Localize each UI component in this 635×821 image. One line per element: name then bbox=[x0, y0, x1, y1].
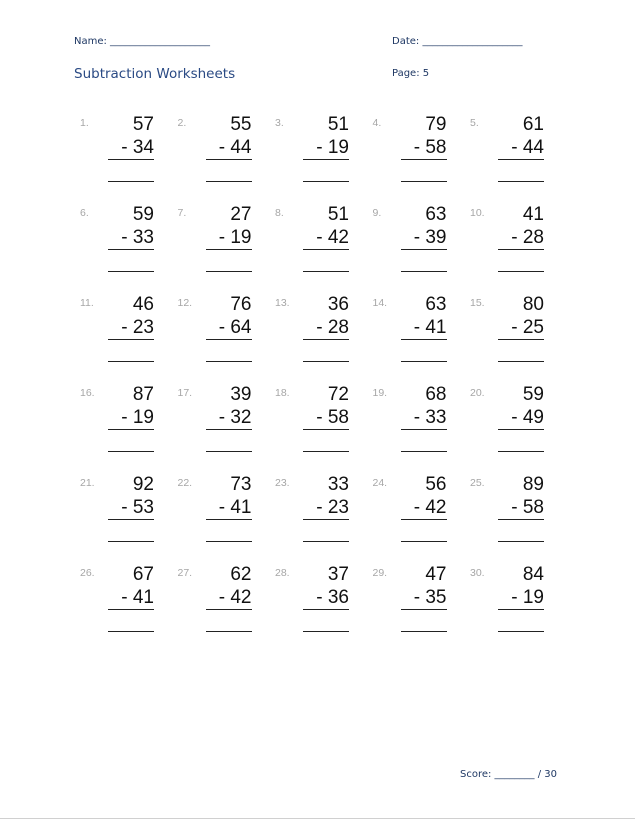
subtrahend: - 28 bbox=[303, 316, 349, 340]
subtraction-problem bbox=[275, 203, 373, 293]
problem-number: 29. bbox=[372, 567, 388, 579]
subtraction-problem bbox=[80, 563, 178, 653]
minuend: 72 bbox=[327, 384, 349, 405]
subtrahend: - 44 bbox=[498, 136, 544, 160]
subtraction-problem bbox=[470, 563, 568, 653]
answer-line bbox=[303, 631, 349, 632]
problem-operands bbox=[108, 473, 154, 520]
problem-number: 19. bbox=[372, 387, 388, 399]
subtraction-problem bbox=[373, 473, 471, 563]
minuend: 55 bbox=[230, 114, 252, 135]
answer-line bbox=[303, 361, 349, 362]
answer-line bbox=[108, 451, 154, 452]
problem-number: 16. bbox=[80, 387, 95, 399]
minuend: 73 bbox=[230, 474, 252, 495]
problem-grid bbox=[80, 113, 550, 653]
subtraction-problem bbox=[80, 293, 178, 383]
subtraction-problem bbox=[373, 113, 471, 203]
problem-operands bbox=[108, 383, 154, 430]
subtrahend: - 19 bbox=[498, 586, 544, 610]
problem-number: 12. bbox=[177, 297, 193, 309]
minuend: 92 bbox=[132, 474, 154, 495]
problem-operands bbox=[108, 293, 154, 340]
subtraction-problem bbox=[178, 113, 276, 203]
problem-operands bbox=[303, 383, 349, 430]
problem-number: 3. bbox=[275, 117, 284, 129]
subtraction-problem bbox=[178, 203, 276, 293]
page-number-label: Page: 5 bbox=[392, 68, 430, 79]
page-bottom-divider bbox=[0, 818, 635, 819]
answer-line bbox=[206, 181, 252, 182]
subtrahend: - 34 bbox=[108, 136, 154, 160]
name-field-label: Name: ____________________ bbox=[74, 36, 211, 47]
minuend: 57 bbox=[132, 114, 154, 135]
minuend: 59 bbox=[522, 384, 544, 405]
minuend: 27 bbox=[230, 204, 252, 225]
subtraction-problem bbox=[178, 383, 276, 473]
subtraction-problem bbox=[470, 473, 568, 563]
problem-number: 30. bbox=[470, 567, 485, 579]
minuend: 87 bbox=[132, 384, 154, 405]
answer-line bbox=[401, 631, 447, 632]
problem-number: 20. bbox=[470, 387, 485, 399]
subtrahend: - 49 bbox=[498, 406, 544, 430]
subtraction-problem bbox=[275, 113, 373, 203]
minuend: 61 bbox=[522, 114, 544, 135]
minuend: 67 bbox=[132, 564, 154, 585]
subtraction-problem bbox=[178, 563, 276, 653]
subtraction-problem bbox=[178, 473, 276, 563]
subtrahend: - 42 bbox=[401, 496, 447, 520]
answer-line bbox=[498, 631, 544, 632]
minuend: 63 bbox=[425, 294, 447, 315]
problem-number: 18. bbox=[275, 387, 290, 399]
problem-number: 21. bbox=[80, 477, 95, 489]
problem-number: 11. bbox=[80, 297, 94, 309]
subtraction-problem bbox=[275, 383, 373, 473]
problem-operands bbox=[303, 563, 349, 610]
subtrahend: - 58 bbox=[401, 136, 447, 160]
subtrahend: - 32 bbox=[206, 406, 252, 430]
problem-operands bbox=[401, 563, 447, 610]
answer-line bbox=[303, 451, 349, 452]
subtrahend: - 33 bbox=[401, 406, 447, 430]
subtrahend: - 33 bbox=[108, 226, 154, 250]
problem-operands bbox=[303, 293, 349, 340]
problem-number: 4. bbox=[372, 117, 382, 129]
minuend: 39 bbox=[230, 384, 252, 405]
subtraction-problem bbox=[80, 203, 178, 293]
problem-number: 10. bbox=[470, 207, 485, 219]
problem-operands bbox=[498, 383, 544, 430]
worksheet-title: Subtraction Worksheets bbox=[74, 66, 236, 82]
problem-operands bbox=[401, 113, 447, 160]
problem-number: 23. bbox=[275, 477, 290, 489]
problem-operands bbox=[498, 473, 544, 520]
subtraction-problem bbox=[80, 473, 178, 563]
subtrahend: - 53 bbox=[108, 496, 154, 520]
minuend: 76 bbox=[230, 294, 252, 315]
problem-operands bbox=[108, 203, 154, 250]
problem-operands bbox=[401, 383, 447, 430]
problem-operands bbox=[206, 473, 252, 520]
subtrahend: - 36 bbox=[303, 586, 349, 610]
subtrahend: - 58 bbox=[303, 406, 349, 430]
subtraction-problem bbox=[178, 293, 276, 383]
problem-number: 14. bbox=[372, 297, 388, 309]
answer-line bbox=[108, 181, 154, 182]
minuend: 51 bbox=[327, 204, 349, 225]
minuend: 41 bbox=[522, 204, 544, 225]
subtraction-problem bbox=[275, 473, 373, 563]
subtrahend: - 19 bbox=[303, 136, 349, 160]
subtrahend: - 44 bbox=[206, 136, 252, 160]
problem-operands bbox=[303, 203, 349, 250]
minuend: 33 bbox=[327, 474, 349, 495]
minuend: 79 bbox=[425, 114, 447, 135]
subtrahend: - 19 bbox=[206, 226, 252, 250]
subtrahend: - 39 bbox=[401, 226, 447, 250]
problem-operands bbox=[108, 113, 154, 160]
answer-line bbox=[401, 271, 447, 272]
answer-line bbox=[206, 361, 252, 362]
answer-line bbox=[303, 271, 349, 272]
problem-number: 26. bbox=[80, 567, 95, 579]
subtrahend: - 58 bbox=[498, 496, 544, 520]
subtraction-problem bbox=[373, 293, 471, 383]
subtrahend: - 28 bbox=[498, 226, 544, 250]
minuend: 68 bbox=[425, 384, 447, 405]
answer-line bbox=[401, 181, 447, 182]
problem-number: 17. bbox=[177, 387, 193, 399]
answer-line bbox=[401, 451, 447, 452]
problem-number: 6. bbox=[80, 207, 89, 219]
problem-operands bbox=[498, 113, 544, 160]
problem-number: 2. bbox=[177, 117, 187, 129]
minuend: 37 bbox=[327, 564, 349, 585]
subtraction-problem bbox=[373, 563, 471, 653]
problem-operands bbox=[303, 113, 349, 160]
minuend: 62 bbox=[230, 564, 252, 585]
subtrahend: - 23 bbox=[303, 496, 349, 520]
answer-line bbox=[498, 181, 544, 182]
subtrahend: - 23 bbox=[108, 316, 154, 340]
problem-number: 24. bbox=[372, 477, 388, 489]
subtraction-problem bbox=[275, 563, 373, 653]
problem-number: 13. bbox=[275, 297, 290, 309]
answer-line bbox=[108, 541, 154, 542]
minuend: 47 bbox=[425, 564, 447, 585]
subtraction-problem bbox=[470, 113, 568, 203]
answer-line bbox=[498, 541, 544, 542]
subtraction-problem bbox=[275, 293, 373, 383]
answer-line bbox=[206, 541, 252, 542]
subtraction-problem bbox=[80, 113, 178, 203]
subtrahend: - 35 bbox=[401, 586, 447, 610]
problem-operands bbox=[498, 563, 544, 610]
answer-line bbox=[108, 361, 154, 362]
problem-operands bbox=[401, 293, 447, 340]
problem-number: 7. bbox=[177, 207, 187, 219]
subtrahend: - 41 bbox=[108, 586, 154, 610]
problem-operands bbox=[206, 113, 252, 160]
subtrahend: - 41 bbox=[206, 496, 252, 520]
date-field-label: Date: ____________________ bbox=[392, 36, 523, 47]
problem-operands bbox=[206, 563, 252, 610]
problem-number: 8. bbox=[275, 207, 284, 219]
problem-number: 28. bbox=[275, 567, 290, 579]
problem-number: 25. bbox=[470, 477, 485, 489]
problem-number: 5. bbox=[470, 117, 479, 129]
minuend: 84 bbox=[522, 564, 544, 585]
minuend: 80 bbox=[522, 294, 544, 315]
subtrahend: - 42 bbox=[206, 586, 252, 610]
subtraction-problem bbox=[373, 203, 471, 293]
problem-number: 15. bbox=[470, 297, 485, 309]
problem-operands bbox=[401, 203, 447, 250]
minuend: 51 bbox=[327, 114, 349, 135]
minuend: 63 bbox=[425, 204, 447, 225]
answer-line bbox=[401, 541, 447, 542]
minuend: 46 bbox=[132, 294, 154, 315]
answer-line bbox=[303, 541, 349, 542]
problem-number: 27. bbox=[177, 567, 193, 579]
answer-line bbox=[498, 271, 544, 272]
answer-line bbox=[206, 631, 252, 632]
problem-operands bbox=[206, 293, 252, 340]
problem-number: 1. bbox=[80, 117, 89, 129]
subtrahend: - 19 bbox=[108, 406, 154, 430]
answer-line bbox=[206, 451, 252, 452]
subtrahend: - 42 bbox=[303, 226, 349, 250]
subtraction-problem bbox=[470, 293, 568, 383]
minuend: 59 bbox=[132, 204, 154, 225]
subtraction-problem bbox=[470, 203, 568, 293]
problem-operands bbox=[206, 383, 252, 430]
subtrahend: - 64 bbox=[206, 316, 252, 340]
problem-number: 22. bbox=[177, 477, 193, 489]
problem-number: 9. bbox=[372, 207, 382, 219]
answer-line bbox=[401, 361, 447, 362]
problem-operands bbox=[498, 293, 544, 340]
problem-operands bbox=[206, 203, 252, 250]
score-label: Score: ________ / 30 bbox=[460, 769, 558, 780]
answer-line bbox=[498, 451, 544, 452]
subtraction-problem bbox=[80, 383, 178, 473]
problem-operands bbox=[303, 473, 349, 520]
subtraction-problem bbox=[373, 383, 471, 473]
answer-line bbox=[498, 361, 544, 362]
subtrahend: - 25 bbox=[498, 316, 544, 340]
answer-line bbox=[108, 271, 154, 272]
minuend: 56 bbox=[425, 474, 447, 495]
subtrahend: - 41 bbox=[401, 316, 447, 340]
answer-line bbox=[303, 181, 349, 182]
problem-operands bbox=[108, 563, 154, 610]
subtraction-problem bbox=[470, 383, 568, 473]
problem-operands bbox=[498, 203, 544, 250]
answer-line bbox=[206, 271, 252, 272]
problem-operands bbox=[401, 473, 447, 520]
minuend: 36 bbox=[327, 294, 349, 315]
minuend: 89 bbox=[522, 474, 544, 495]
answer-line bbox=[108, 631, 154, 632]
